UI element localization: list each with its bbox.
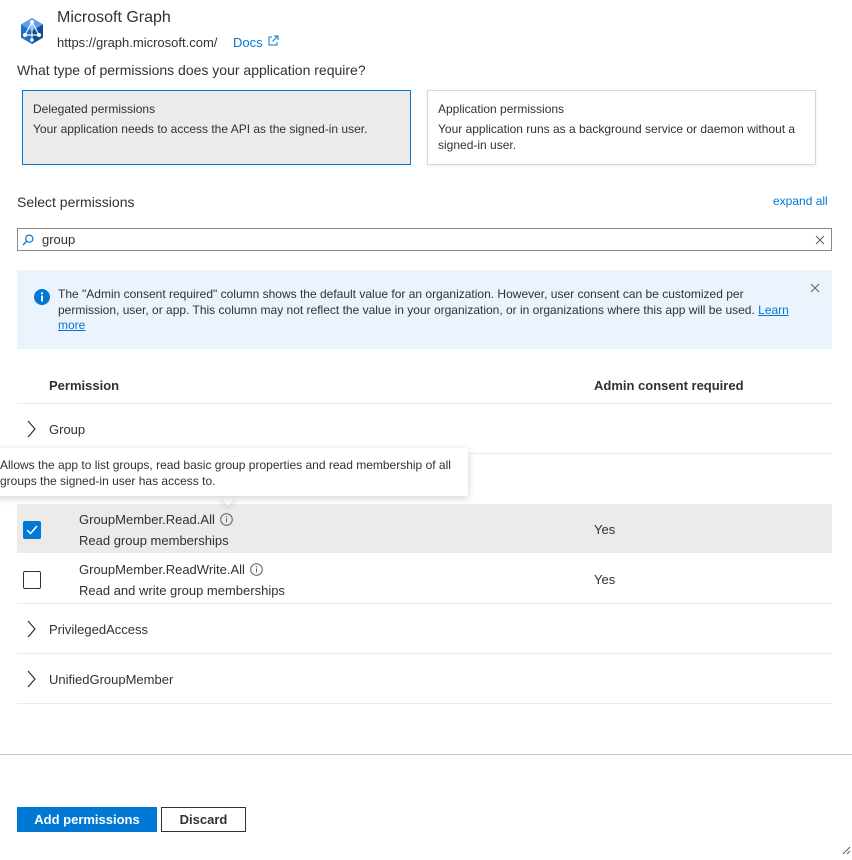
admin-consent-value: Yes (594, 572, 616, 587)
expand-all-link[interactable]: expand all (773, 194, 828, 208)
footer-divider (0, 754, 852, 755)
delegated-permissions-card[interactable] (22, 90, 411, 165)
api-url: https://graph.microsoft.com/ (57, 35, 218, 50)
application-permissions-card[interactable] (427, 90, 816, 165)
group-row-unifiedgroupmember[interactable] (17, 654, 832, 703)
admin-consent-value: Yes (594, 522, 616, 537)
discard-button[interactable]: Discard (161, 807, 246, 832)
clear-search-icon[interactable] (809, 235, 831, 245)
permission-row-groupmember-read-all[interactable] (17, 504, 832, 553)
search-icon (18, 234, 38, 246)
delegated-title: Delegated permissions (33, 102, 156, 116)
checkmark-icon (26, 525, 38, 535)
group-label: PrivilegedAccess (49, 622, 148, 637)
external-link-icon (267, 35, 279, 50)
permission-checkbox[interactable] (23, 571, 41, 589)
learn-more-link[interactable]: Learn more (58, 302, 789, 332)
application-description: Your application runs as a background service or daemon without a signed-in user. (438, 122, 796, 152)
info-message: The "Admin consent required" column shows the default value for an organization. However, user consent can be customized per permission, user, or app. This column may not reflect the value in your organization, or in organizations where this app will be used. (58, 287, 755, 317)
chevron-right-icon (26, 420, 36, 443)
group-label: Group (49, 422, 86, 437)
graph-icon (17, 16, 47, 46)
info-circle-icon[interactable] (250, 563, 263, 576)
group-row-group[interactable] (17, 404, 832, 453)
chevron-right-icon (26, 670, 36, 693)
api-title: Microsoft Graph (57, 9, 171, 26)
admin-consent-info-bar (17, 270, 832, 349)
group-label: UnifiedGroupMember (49, 672, 174, 687)
group-row-privilegedaccess[interactable] (17, 604, 832, 653)
delegated-description: Your application needs to access the API as the signed-in user. (33, 122, 368, 136)
permission-name: GroupMember.ReadWrite.All (79, 562, 245, 577)
column-header-permission: Permission (49, 378, 120, 393)
permission-checkbox[interactable] (23, 521, 41, 539)
add-permissions-button[interactable]: Add permissions (17, 807, 157, 832)
table-divider (17, 703, 832, 704)
permission-type-question: What type of permissions does your application require? (17, 62, 366, 78)
permission-tooltip: Allows the app to list groups, read basic group properties and read membership of all groups the signed-in user has access to. (0, 448, 468, 496)
search-box (17, 228, 832, 251)
resize-handle-icon[interactable] (842, 842, 851, 851)
docs-label: Docs (233, 35, 263, 50)
permission-name: GroupMember.Read.All (79, 512, 215, 527)
permission-row-groupmember-readwrite-all[interactable] (17, 554, 832, 603)
close-icon[interactable] (809, 281, 823, 295)
application-title: Application permissions (438, 102, 565, 116)
info-icon (34, 289, 50, 305)
info-text (58, 287, 798, 334)
search-input[interactable] (38, 230, 809, 249)
permission-description: Read and write group memberships (79, 583, 285, 598)
column-header-admin-consent: Admin consent required (594, 378, 744, 393)
permission-description: Read group memberships (79, 533, 229, 548)
docs-link[interactable] (233, 35, 279, 50)
info-circle-icon[interactable] (220, 513, 233, 526)
chevron-right-icon (26, 620, 36, 643)
select-permissions-heading: Select permissions (17, 194, 135, 210)
